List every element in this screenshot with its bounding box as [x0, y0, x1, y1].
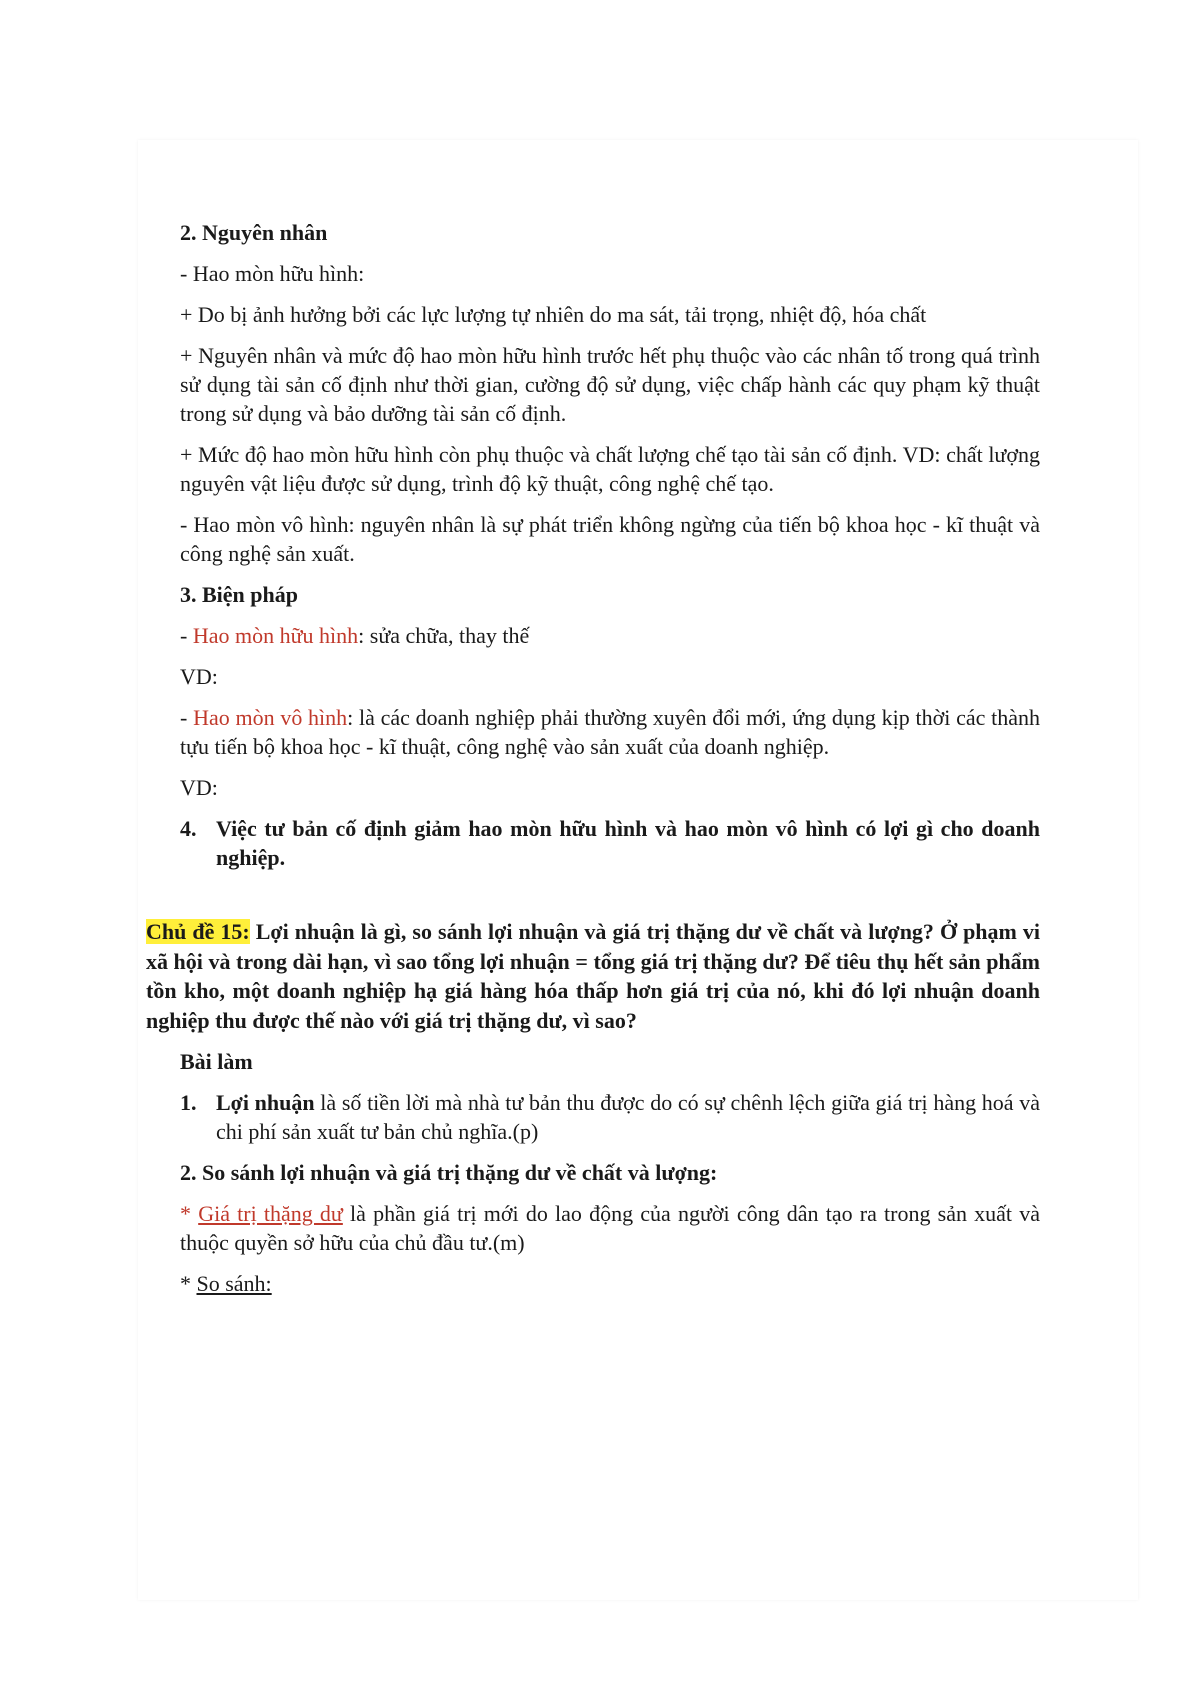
cause-paragraph-2: + Nguyên nhân và mức độ hao mòn hữu hình trước hết phụ thuộc vào các nhân tố trong quá trình sử dụng tài sản cố định như thời gian, cường độ sử dụng, việc chấp hành các quy phạm kỹ thuật trong sử dụng và bảo dưỡng tài sản cố định. — [180, 343, 1040, 426]
answer-item-1-number: 1. — [180, 1090, 197, 1115]
section-3-heading: 3. Biện pháp — [180, 582, 298, 607]
comparison-label — [180, 1269, 1040, 1298]
topic-15-label: Chủ đề 15: — [146, 919, 250, 944]
answer-item-1 — [180, 1088, 1040, 1146]
section-2-heading: 2. Nguyên nhân — [180, 220, 328, 245]
document-content — [146, 218, 1040, 1298]
surplus-value-definition — [180, 1199, 1040, 1257]
profit-term: Lợi nhuận — [216, 1090, 315, 1115]
tangible-wear-label: - Hao mòn hữu hình: — [180, 261, 365, 286]
surplus-value-text: là phần giá trị mới do lao động của người công dân tạo ra trong sản xuất và thuộc quyền sở hữu của chủ đầu tư.(m) — [180, 1201, 1040, 1255]
example-label-1: VD: — [180, 664, 218, 689]
answer-heading: Bài làm — [180, 1049, 253, 1074]
answer-item-1-text — [216, 1088, 1040, 1146]
comparison-text: So sánh: — [196, 1271, 272, 1296]
topic-15-question — [146, 917, 1040, 1035]
measure-intangible-term: Hao mòn vô hình — [193, 705, 348, 730]
section-4-text: Việc tư bản cố định giảm hao mòn hữu hình và hao mòn vô hình có lợi gì cho doanh nghiệp. — [216, 816, 1040, 870]
measure-tangible-dash: - — [180, 623, 193, 648]
measure-tangible — [180, 621, 1040, 650]
intangible-wear-cause: - Hao mòn vô hình: nguyên nhân là sự phát triển không ngừng của tiến bộ khoa học - kĩ thuật và công nghệ sản xuất. — [180, 512, 1040, 566]
section-4-heading — [180, 814, 1040, 872]
measure-tangible-text: : sửa chữa, thay thế — [358, 623, 530, 648]
measure-intangible-text: : là các doanh nghiệp phải thường xuyên đổi mới, ứng dụng kịp thời các thành tựu tiến bộ khoa học - kĩ thuật, công nghệ vào sản xuất của doanh nghiệp. — [180, 705, 1040, 759]
surplus-value-term: Giá trị thặng dư — [198, 1201, 343, 1226]
measure-intangible-dash: - — [180, 705, 194, 730]
profit-definition: là số tiền lời mà nhà tư bản thu được do có sự chênh lệch giữa giá trị hàng hoá và chi phí sản xuất tư bản chủ nghĩa.(p) — [216, 1090, 1040, 1144]
measure-tangible-term: Hao mòn hữu hình — [192, 623, 359, 648]
cause-paragraph-3: + Mức độ hao mòn hữu hình còn phụ thuộc và chất lượng chế tạo tài sản cố định. VD: chất lượng nguyên vật liệu được sử dụng, trình độ kỹ thuật, công nghệ chế tạo. — [180, 442, 1040, 496]
section-4-number: 4. — [180, 816, 197, 841]
cause-paragraph-1: + Do bị ảnh hưởng bởi các lực lượng tự nhiên do ma sát, tải trọng, nhiệt độ, hóa chất — [180, 302, 927, 327]
answer-item-2-heading: 2. So sánh lợi nhuận và giá trị thặng dư về chất và lượng: — [180, 1160, 718, 1185]
surplus-star: * — [180, 1201, 199, 1226]
comparison-star: * — [180, 1271, 197, 1296]
topic-15-text: Lợi nhuận là gì, so sánh lợi nhuận và giá trị thặng dư về chất và lượng? Ở phạm vi xã hội và trong dài hạn, vì sao tổng lợi nhuận = tổng giá trị thặng dư? Để tiêu thụ hết sản phẩm tồn kho, một doanh nghiệp hạ giá hàng hóa thấp hơn giá trị của nó, khi đó lợi nhuận doanh nghiệp thu được thế nào với giá trị thặng dư, vì sao? — [146, 919, 1040, 1033]
example-label-2: VD: — [180, 775, 218, 800]
measure-intangible — [180, 703, 1040, 761]
